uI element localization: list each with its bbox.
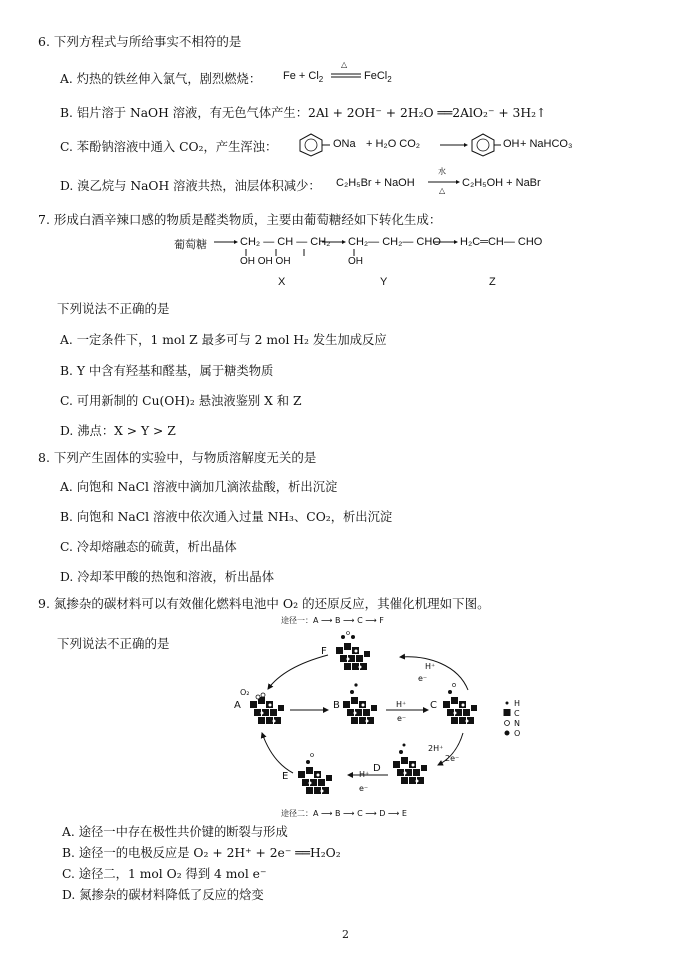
q9-stem: 9. 氮掺杂的碳材料可以有效催化燃料电池中 O₂ 的还原反应，其催化机理如下图。 [38, 596, 490, 611]
cluster-c [443, 697, 477, 724]
cluster-b [343, 697, 377, 724]
q9-mechanism-diagram [228, 625, 528, 810]
q6-option-c-text: C. 苯酚钠溶液中通入 CO₂，产生浑浊： [60, 140, 278, 154]
q6-d-cond-bottom: △ [439, 186, 446, 195]
q7-option-a: A. 一定条件下，1 mol Z 最多可与 2 mol H₂ 发生加成反应 [60, 333, 387, 347]
q6-c-arrow [440, 143, 468, 149]
q7-option-b: B. Y 中含有羟基和醛基，属于糖类物质 [60, 364, 274, 378]
cluster-d [393, 757, 427, 784]
q6-option-a-text: A. 灼热的铁丝伸入氯气，剧烈燃烧： [60, 72, 262, 86]
q9-option-c: C. 途径二，1 mol O₂ 得到 4 mol e⁻ [62, 867, 267, 881]
q9-option-d: D. 氮掺杂的碳材料降低了反应的焓变 [62, 888, 264, 902]
q8-option-b: B. 向饱和 NaCl 溶液中依次通入过量 NH₃、CO₂，析出沉淀 [60, 510, 393, 524]
q8-option-d: D. 冷却苯甲酸的热饱和溶液，析出晶体 [60, 570, 274, 584]
q7-option-c: C. 可用新制的 Cu(OH)₂ 悬浊液鉴别 X 和 Z [60, 394, 302, 408]
q6-a-eq-right [364, 70, 392, 84]
node-label-d: D [373, 763, 381, 774]
q6-option-b: B. 铝片溶于 NaOH 溶液，有无色气体产生：2Al + 2OH⁻ + 2H₂O ══2AlO₂⁻ + 3H₂↑ [60, 106, 547, 120]
q7-start: 葡萄糖 [174, 239, 207, 251]
q8-option-c: C. 冷却熔融态的硫黄，析出晶体 [60, 540, 237, 554]
q6-d-eq-left: C₂H₅Br + NaOH [336, 177, 415, 189]
page-number: 2 [342, 928, 349, 941]
cluster-e [298, 767, 332, 794]
o2-label: O₂ [240, 688, 250, 697]
node-label-e: E [282, 771, 289, 782]
q6-stem: 6. 下列方程式与所给事实不相符的是 [38, 34, 242, 49]
q7-label-y: Y [380, 276, 388, 288]
q7-option-d: D. 沸点：X > Y > Z [60, 424, 176, 438]
q7-x-chain: CH₂ — CH — CH₂ [240, 236, 331, 248]
cluster-f [336, 643, 370, 670]
q6-a-eq-left-sub: 2 [318, 75, 324, 85]
q9-path1: 途径一：A ⟶ B ⟶ C ⟶ F [281, 616, 384, 625]
q6-c-reactant: ONa [333, 138, 356, 150]
q6-option-a-equation [283, 70, 323, 84]
q8-stem: 8. 下列产生固体的实验中，与物质溶解度无关的是 [38, 450, 317, 465]
node-label-a: A [234, 700, 241, 711]
q6-a-eq-right-sub: 2 [387, 75, 392, 85]
legend-h: H [514, 699, 521, 708]
q8-option-a: A. 向饱和 NaCl 溶液中滴加几滴浓盐酸，析出沉淀 [60, 480, 338, 494]
q9-option-a: A. 途径一中存在极性共价键的断裂与形成 [62, 825, 288, 839]
arrow-cf-bottom: e⁻ [418, 674, 428, 683]
q6-option-d-text: D. 溴乙烷与 NaOH 溶液共热，油层体积减少： [60, 179, 321, 193]
q6-d-eq-right: C₂H₅OH + NaBr [462, 177, 541, 189]
q7-x-oh: OH OH OH [240, 256, 291, 267]
q6-a-equal-sign [331, 73, 361, 79]
q6-a-eq-left: Fe + Cl [283, 70, 319, 82]
q7-y-oh: OH [348, 256, 363, 267]
q6-c-product: OH [503, 138, 520, 150]
q6-a-condition: △ [341, 60, 348, 69]
q7-z-formula: H₂C═CH— CHO [460, 236, 543, 248]
q7-stem: 7. 形成白酒辛辣口感的物质是醛类物质，主要由葡萄糖经如下转化生成： [38, 212, 442, 227]
q7-prompt: 下列说法不正确的是 [57, 301, 170, 316]
q6-c-plus2: + NaHCO₃ [520, 138, 573, 150]
arrow-cd-right: 2e⁻ [445, 754, 460, 763]
q6-c-plus1: + H₂O CO₂ [366, 138, 421, 150]
q9-option-b: B. 途径一的电极反应是 O₂ + 2H⁺ + 2e⁻ ══H₂O₂ [62, 846, 341, 860]
arrow-bc-top: H⁺ [396, 700, 407, 709]
q7-arrow-2 [322, 240, 346, 246]
q7-label-x: X [278, 276, 286, 288]
q6-a-eq-right-text: FeCl [364, 70, 388, 82]
q7-label-z: Z [489, 276, 496, 288]
arrow-bc-bottom: e⁻ [397, 714, 407, 723]
node-label-b: B [333, 700, 340, 711]
phenol-ring-icon [470, 133, 496, 157]
q9-prompt: 下列说法不正确的是 [57, 636, 170, 651]
arrow-cf-top: H⁺ [425, 662, 436, 671]
legend-n: N [514, 719, 520, 728]
arrow-cd-left: 2H⁺ [428, 744, 444, 753]
node-label-f: F [321, 646, 327, 657]
node-label-c: C [430, 700, 437, 711]
legend-o: O [514, 729, 521, 738]
q6-d-cond-top: 水 [438, 167, 446, 176]
q7-y-chain: CH₂— CH₂— CHO [348, 236, 441, 248]
cluster-a [250, 697, 284, 724]
arrow-de-bottom: e⁻ [359, 784, 369, 793]
q7-arrow-1 [214, 240, 238, 246]
q9-legend-symbols [503, 700, 513, 740]
benzene-ring-icon [298, 133, 324, 157]
arrow-de-top: H⁺ [359, 770, 370, 779]
legend-c: C [514, 709, 520, 718]
q9-path2: 途径二：A ⟶ B ⟶ C ⟶ D ⟶ E [281, 809, 407, 818]
q7-arrow-3 [434, 240, 458, 246]
